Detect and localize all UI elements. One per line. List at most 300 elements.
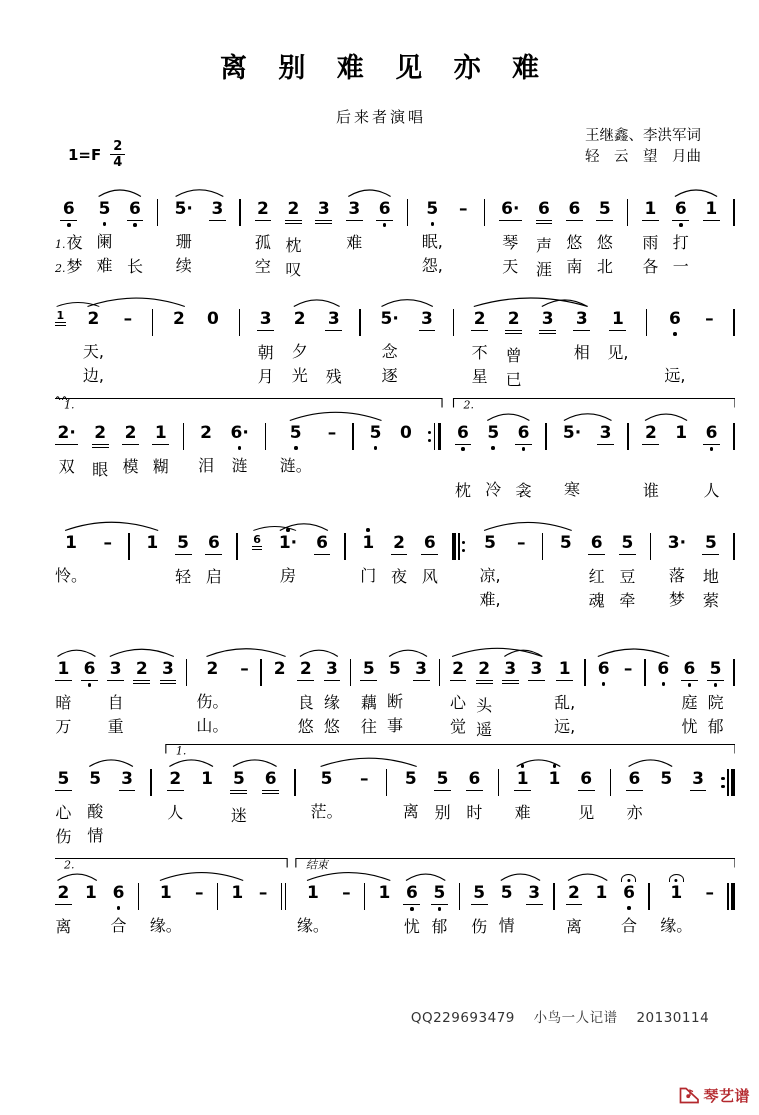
note-token <box>539 298 556 393</box>
note-digit: 6 <box>515 423 532 445</box>
high-octave-dot <box>521 764 525 768</box>
barline <box>236 522 238 560</box>
barline-stroke <box>727 769 729 796</box>
duration-dash <box>256 872 270 963</box>
lyric-syllable <box>277 689 282 715</box>
note-token <box>593 872 610 963</box>
barline-stroke <box>260 659 262 686</box>
low-octave-dot <box>714 683 718 687</box>
lyric-syllable <box>382 230 387 256</box>
lyric-syllable <box>176 339 181 365</box>
lyric-syllable <box>176 365 181 389</box>
notation-row <box>55 740 735 853</box>
note-token <box>291 298 308 389</box>
note-digit: 6 <box>127 199 144 221</box>
note-token <box>87 758 104 849</box>
mordent-icon <box>55 394 70 400</box>
repeat-start-barline <box>452 522 465 560</box>
lyric-syllable <box>362 799 367 825</box>
barline <box>344 522 346 560</box>
note-digit: 6 <box>626 769 643 791</box>
lyric-syllable <box>382 939 387 963</box>
note-digit: 6 <box>623 883 635 903</box>
note-token <box>557 522 574 613</box>
note-digit: 6 <box>376 199 393 221</box>
lyric-syllable <box>599 913 604 939</box>
note-token <box>665 522 688 613</box>
lyric-syllable <box>707 913 712 939</box>
lyric-syllable <box>599 939 604 963</box>
note-token <box>310 758 342 849</box>
lyric-syllable: 伤。 <box>196 692 229 711</box>
note-digit: 1 <box>362 533 375 553</box>
dash-glyph: – <box>705 309 714 329</box>
barline <box>186 648 188 686</box>
low-octave-dot <box>679 223 683 227</box>
note-digit: 6 <box>536 199 553 224</box>
below-note-area <box>294 444 298 453</box>
lyric-syllable <box>664 799 669 825</box>
note-token <box>546 758 563 849</box>
barline <box>627 188 629 226</box>
below-note-area <box>491 444 495 453</box>
note-token <box>285 188 302 283</box>
lyric-syllable: 牵 <box>619 591 636 610</box>
barline <box>294 758 296 796</box>
lyric-syllable <box>601 715 606 739</box>
barline-box <box>727 883 734 910</box>
lyric-syllable: 不 <box>471 343 488 362</box>
lyric-syllable <box>205 825 210 849</box>
low-octave-dot <box>602 682 606 686</box>
note-digit: 2 <box>173 309 185 329</box>
lyric-syllable <box>319 564 324 590</box>
barline-box <box>239 199 241 226</box>
lyric-syllable <box>626 939 631 963</box>
note-token <box>660 872 692 963</box>
barline-stroke <box>281 883 283 910</box>
lyric-syllable: 郁 <box>431 917 448 936</box>
lyric-syllable <box>519 563 524 589</box>
note-digit: 1 <box>675 423 688 443</box>
barline <box>239 188 241 226</box>
lyric-syllable: 谁 <box>642 481 659 500</box>
note-token <box>133 648 150 743</box>
note-token <box>596 188 613 280</box>
note-token <box>471 298 488 390</box>
lyric-syllable: 缘。 <box>660 916 693 935</box>
lyric-syllable <box>344 939 349 963</box>
lyric-syllable <box>520 826 525 850</box>
lyric-syllable <box>601 689 606 715</box>
lyric-syllable: 雨 <box>642 233 659 252</box>
note-digit: 6 <box>112 883 125 903</box>
lyric-syllable <box>61 940 66 964</box>
note-digit: 5 <box>596 199 613 221</box>
barline-box <box>152 309 154 336</box>
lyric-syllable: 离 <box>565 917 582 936</box>
lyric-syllable <box>310 939 315 963</box>
note-token <box>376 872 393 963</box>
dash-glyph: – <box>123 309 133 329</box>
lyric-syllable <box>132 230 137 256</box>
note-token <box>271 648 288 739</box>
dash-glyph: – <box>194 883 204 903</box>
barline <box>459 872 461 910</box>
note-digit: 1 <box>703 199 720 221</box>
lyric-syllable <box>707 339 712 365</box>
lyric-syllable: 落 <box>668 566 685 585</box>
note-digit: 5 <box>484 533 496 553</box>
lyric-syllable <box>211 590 216 614</box>
note-token <box>325 298 342 390</box>
note-digit: 6 <box>588 533 605 555</box>
lyric-syllable: 残 <box>325 367 342 386</box>
lyric-syllable <box>424 340 429 366</box>
lyric-syllable <box>268 803 273 829</box>
repeat-end-barline <box>428 412 441 450</box>
lyric-syllable: 断 <box>386 692 403 711</box>
lyric-syllable <box>664 825 669 849</box>
low-octave-dot <box>688 683 692 687</box>
lyric-syllable: 梦 <box>668 590 685 609</box>
barline <box>150 758 152 796</box>
barline <box>627 412 629 450</box>
note-digit: 3 <box>539 309 556 334</box>
barline-box <box>439 659 441 686</box>
note-digit: 5 <box>389 659 401 679</box>
lyric-syllable <box>362 825 367 849</box>
fermata-icon <box>621 874 636 882</box>
lyric-syllable: 自 <box>107 693 124 712</box>
lyric-syllable <box>293 479 298 503</box>
note-digit: 1 <box>306 883 319 903</box>
note-digit: 5 <box>360 659 377 681</box>
lyric-syllable <box>88 913 93 939</box>
lyric-syllable: 风 <box>421 567 438 586</box>
lyric-syllable <box>173 826 178 850</box>
lyric-syllable <box>460 454 465 480</box>
note-token <box>690 758 707 850</box>
lyric-syllable <box>242 689 247 715</box>
lyric-syllable <box>626 689 631 715</box>
note-token <box>378 298 401 389</box>
lyric-syllable <box>139 693 144 719</box>
music-system <box>55 394 735 506</box>
barline <box>484 188 486 226</box>
note-token <box>257 298 274 390</box>
note-token <box>673 412 690 503</box>
note-digit: 5· <box>562 423 582 443</box>
barline <box>352 412 354 450</box>
lyric-syllable: 远, <box>554 717 576 736</box>
barline <box>545 412 547 450</box>
lyric-syllable <box>373 479 378 503</box>
note-digit: 1 <box>670 883 683 903</box>
lyric-syllable: 乱, <box>554 693 576 712</box>
note-digit: 6 <box>672 199 689 221</box>
note-token <box>122 412 139 504</box>
note-token <box>597 412 614 504</box>
low-octave-dot <box>238 446 242 450</box>
lyric-syllable <box>437 940 442 964</box>
barline-stroke <box>646 309 648 336</box>
note-digit: 3 <box>573 309 590 331</box>
note-digit: 1 <box>231 883 244 903</box>
note-token <box>566 872 583 964</box>
barline-box <box>733 199 735 226</box>
lyric-syllable: 1.夜 <box>55 233 83 252</box>
lyric-syllable: 缘。 <box>149 916 182 935</box>
lyric-syllable: 曾 <box>505 346 522 365</box>
lyric-syllable <box>277 715 282 739</box>
lyric-syllable <box>570 453 575 479</box>
low-octave-dot <box>374 446 378 450</box>
note-digit: 5 <box>320 769 333 789</box>
grace-note-token <box>55 298 66 393</box>
above-note-area <box>366 522 370 533</box>
note-digit: 6 <box>205 533 222 555</box>
music-system <box>55 740 735 852</box>
lyric-syllable <box>534 690 539 716</box>
barline-box <box>644 659 646 686</box>
lyric-syllable: 合 <box>110 916 127 935</box>
note-token <box>536 188 553 283</box>
note-digit: 5 <box>89 769 102 789</box>
duration-dash <box>703 298 717 389</box>
lyric-syllable <box>603 480 608 504</box>
note-token <box>431 872 448 964</box>
lyric-syllable: 心 <box>449 693 466 712</box>
lyric-syllable: 酸 <box>87 802 104 821</box>
note-token <box>360 522 377 613</box>
lyric-syllable: 难 <box>514 803 531 822</box>
lyric-syllable: 念 <box>381 342 398 361</box>
lyric-syllable <box>150 563 155 589</box>
barline <box>439 648 441 686</box>
qinyipu-logo <box>679 1085 750 1106</box>
lyric-syllable <box>579 366 584 390</box>
lyric-syllable <box>661 715 666 739</box>
barline <box>183 412 185 450</box>
below-note-area <box>88 681 92 690</box>
lyric-syllable: 魂 <box>588 591 605 610</box>
note-digit: 1 <box>65 533 77 553</box>
barline <box>138 872 140 910</box>
note-digit: 5 <box>471 883 488 905</box>
note-digit: 2 <box>566 883 583 905</box>
note-digit: 1 <box>609 309 626 331</box>
low-octave-dot <box>673 332 677 336</box>
lyric-syllable <box>197 913 202 939</box>
barline-box <box>386 769 388 796</box>
lyric-syllable <box>352 256 357 280</box>
barline-stroke <box>217 883 219 910</box>
barline-stroke <box>138 883 140 910</box>
barline <box>733 412 735 450</box>
note-digit: 3 <box>325 309 342 331</box>
duration-dash <box>340 872 354 963</box>
barline <box>260 648 262 686</box>
note-digit: 1 <box>378 883 391 903</box>
barline-stroke <box>265 423 267 450</box>
note-token <box>528 648 545 740</box>
below-note-area <box>410 905 414 914</box>
note-token <box>403 872 420 964</box>
note-token <box>205 522 222 614</box>
lyric-syllable <box>382 256 387 280</box>
barline-stroke <box>733 199 735 226</box>
high-octave-dot <box>286 528 290 532</box>
lyric-syllable: 红 <box>588 567 605 586</box>
below-note-area <box>67 221 71 230</box>
barline <box>386 758 388 796</box>
volta-label: 结束 <box>305 858 328 872</box>
note-digit: 2 <box>293 309 306 329</box>
note-token <box>479 522 500 613</box>
duration-dash <box>514 522 528 613</box>
lyric-syllable <box>424 366 429 390</box>
note-token <box>402 758 419 849</box>
note-token <box>314 522 331 614</box>
note-token <box>346 188 363 280</box>
lyric-syllable: 一 <box>672 257 689 276</box>
lyric-syllable: 重 <box>107 717 124 736</box>
lyric-syllable <box>128 480 133 504</box>
note-token <box>626 758 643 850</box>
barline-box <box>627 199 629 226</box>
lyric-syllable: 院 <box>707 693 724 712</box>
note-digit: 1 <box>85 883 97 903</box>
duration-dash <box>357 758 371 849</box>
above-note-area <box>286 522 290 533</box>
lyric-syllable <box>534 716 539 740</box>
composer-credit: 轻 云 望 月曲 <box>585 149 701 165</box>
dash-glyph: – <box>516 533 526 553</box>
barline <box>265 412 267 450</box>
duration-dash <box>101 522 115 613</box>
lyric-syllable: 茫。 <box>310 802 343 821</box>
note-digit: 5 <box>702 533 719 555</box>
note-digit: 3 <box>419 309 436 331</box>
note-digit: 6 <box>657 659 670 679</box>
note-token <box>276 522 299 613</box>
barline-box <box>545 423 547 450</box>
lyric-syllable: 北 <box>596 257 613 276</box>
note-token <box>297 872 329 963</box>
note-token <box>413 648 430 740</box>
lyric-syllable: 枕 <box>285 236 302 255</box>
barline-stroke <box>733 309 735 336</box>
above-note-area <box>553 758 557 769</box>
lyric-syllable: 眼 <box>92 460 109 479</box>
lyric-syllable: 时 <box>466 803 483 822</box>
barline-stroke <box>434 423 436 450</box>
note-token <box>607 298 628 390</box>
lyric-syllable: 怨, <box>421 256 443 275</box>
note-digit: 5 <box>707 659 724 681</box>
barline-box <box>138 883 140 910</box>
note-digit: 5 <box>369 423 382 443</box>
note-digit: 3 <box>690 769 707 791</box>
note-digit: 1 <box>642 199 659 221</box>
note-digit: 6 <box>421 533 438 555</box>
lyric-syllable: 已 <box>505 370 522 389</box>
note-token <box>175 522 192 614</box>
note-digit: 6· <box>499 199 522 221</box>
note-token <box>199 758 216 849</box>
note-token <box>360 648 377 740</box>
barline <box>542 522 544 560</box>
note-digit: 6 <box>252 534 263 550</box>
note-digit: 6 <box>668 309 681 329</box>
notation-row <box>55 170 735 283</box>
below-note-area <box>673 330 677 339</box>
lyric-syllable <box>124 826 129 850</box>
barline-box <box>281 883 287 910</box>
barline-stroke <box>650 533 652 560</box>
lyric-syllable <box>261 939 266 963</box>
low-octave-dot <box>461 447 465 451</box>
note-digit: 6 <box>403 883 420 905</box>
low-octave-dot <box>294 446 298 450</box>
verse-number: 2. <box>55 262 66 275</box>
barline-box <box>650 533 652 560</box>
barline-stroke <box>733 533 735 560</box>
lyric-syllable: 各 <box>642 257 659 276</box>
note-digit: 2 <box>200 423 213 443</box>
barline-stroke <box>364 883 366 910</box>
note-digit: 2 <box>471 309 488 331</box>
lyric-syllable <box>324 825 329 849</box>
lyric-syllable <box>204 479 209 503</box>
note-token <box>55 522 87 613</box>
lyric-syllable <box>366 589 371 613</box>
note-digit: 1 <box>595 883 608 903</box>
note-digit: 3 <box>209 199 226 221</box>
lyric-syllable <box>661 689 666 715</box>
note-digit: 2 <box>476 659 493 684</box>
music-system <box>55 280 735 392</box>
below-note-area <box>688 681 692 690</box>
lyric-syllable <box>197 939 202 963</box>
lyric-syllable: 见, <box>607 343 629 362</box>
lyric-syllable <box>105 563 110 589</box>
note-token <box>655 648 672 739</box>
music-system <box>55 630 735 742</box>
note-digit: 3 <box>597 423 614 445</box>
note-digit: 3 <box>324 659 341 681</box>
meter-denominator: 4 <box>113 155 123 170</box>
lyric-syllable: 打 <box>672 233 689 252</box>
note-digit: 1 <box>201 769 213 789</box>
barline-box <box>239 309 241 336</box>
note-digit: 5 <box>431 883 448 905</box>
note-token <box>315 188 332 283</box>
lyric-syllable <box>563 589 568 613</box>
lyric-syllable <box>235 913 240 939</box>
barline-box <box>553 883 555 910</box>
lyric-syllable <box>242 715 247 739</box>
barline <box>553 872 555 910</box>
lyric-syllable <box>648 454 653 480</box>
note-token <box>55 648 72 740</box>
barline-stroke <box>627 423 629 450</box>
lyric-syllable: 长 <box>126 257 143 276</box>
barline-stroke <box>553 883 555 910</box>
lyric-syllable <box>672 339 677 365</box>
barline <box>359 298 361 336</box>
